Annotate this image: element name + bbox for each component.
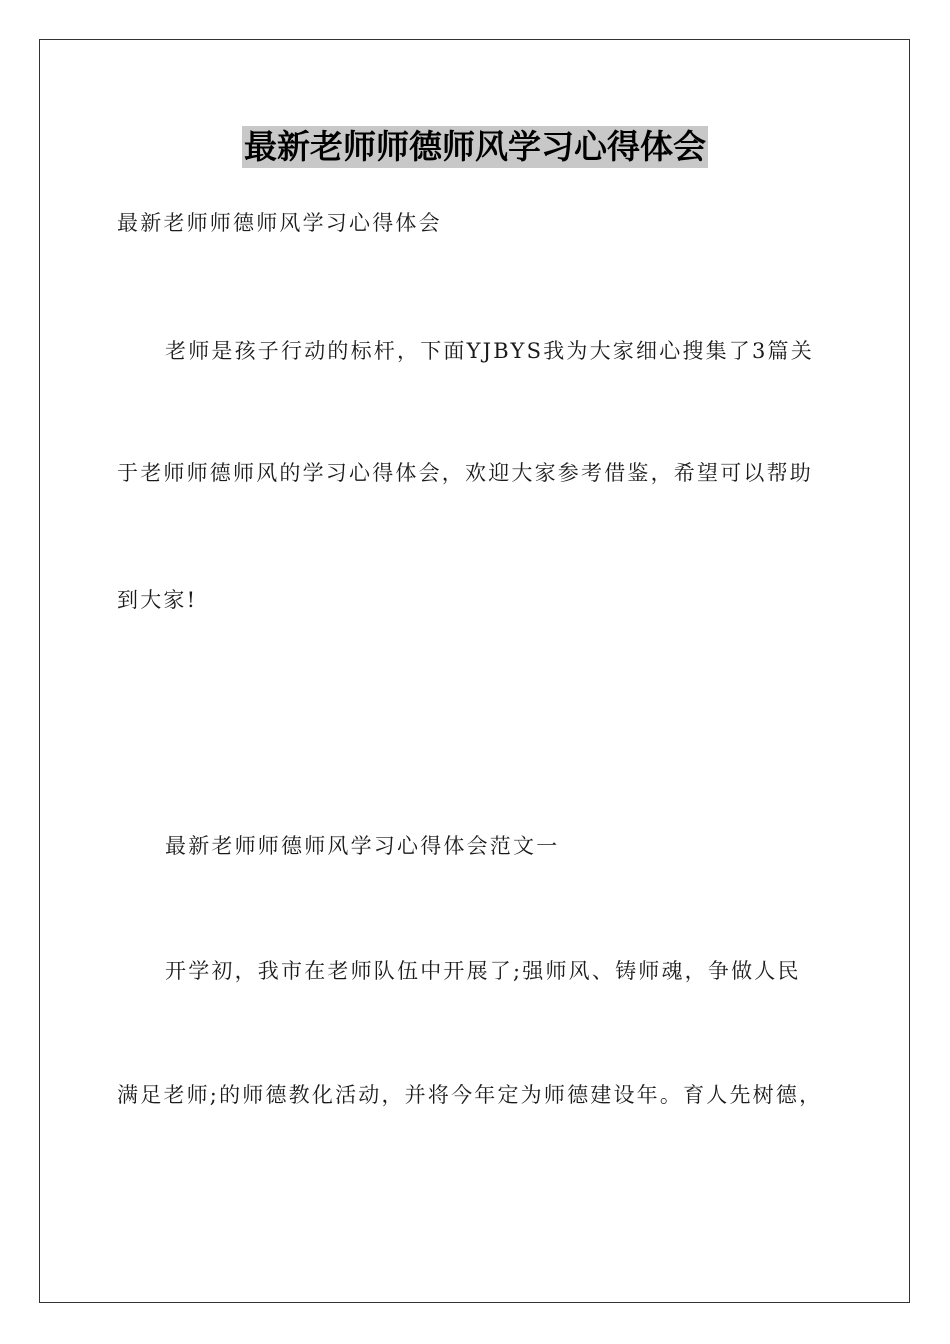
document-subtitle: 最新老师师德师风学习心得体会 xyxy=(117,211,442,235)
paragraph2-line2: 满足老师;的师德教化活动，并将今年定为师德建设年。育人先树德， xyxy=(117,1083,823,1107)
title-container xyxy=(0,126,950,168)
paragraph1-line2: 于老师师德师风的学习心得体会，欢迎大家参考借鉴，希望可以帮助 xyxy=(117,461,813,485)
paragraph2-line1: 开学初，我市在老师队伍中开展了;强师风、铸师魂，争做人民 xyxy=(165,959,801,983)
paragraph1-line1: 老师是孩子行动的标杆，下面YJBYS我为大家细心搜集了3篇关 xyxy=(165,339,814,363)
document-title: 最新老师师德师风学习心得体会 xyxy=(244,127,706,166)
section-heading: 最新老师师德师风学习心得体会范文一 xyxy=(165,834,560,858)
paragraph1-line3: 到大家! xyxy=(117,588,198,612)
